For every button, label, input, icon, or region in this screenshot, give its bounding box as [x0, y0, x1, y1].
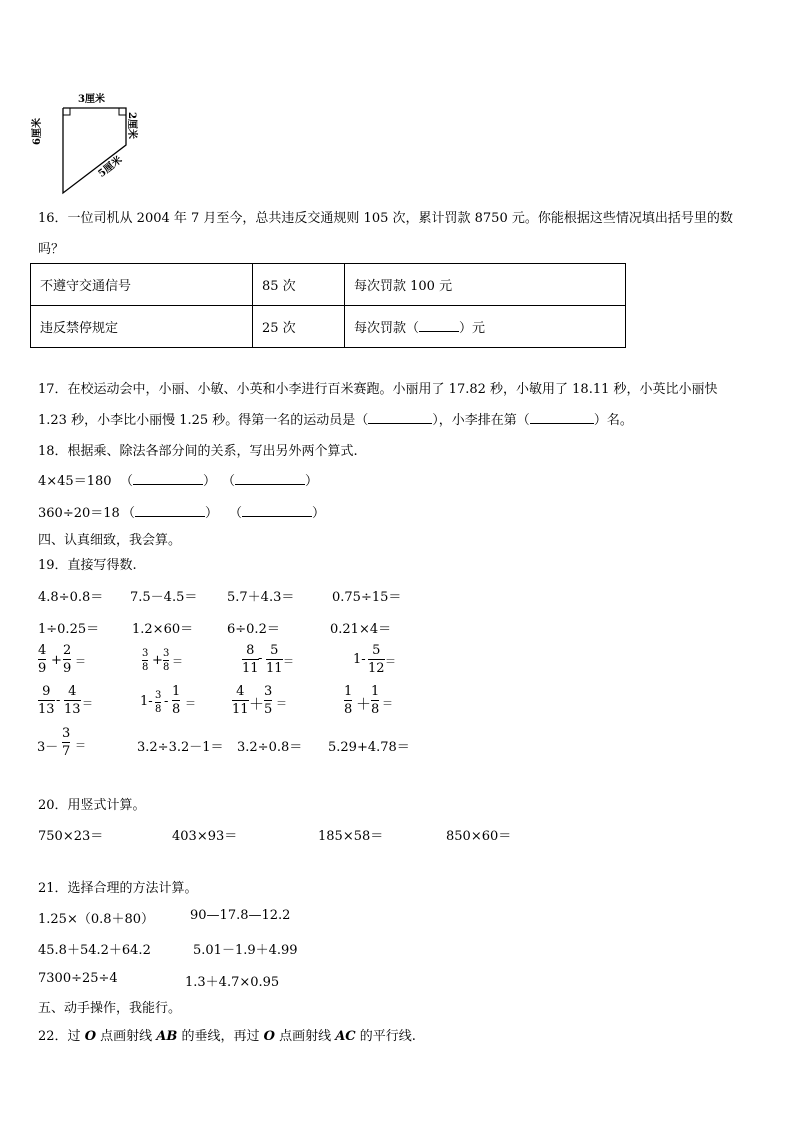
numerator: 5 — [372, 643, 381, 658]
fraction-bar — [242, 659, 259, 660]
fraction — [38, 643, 46, 676]
plus-sign: ＋ — [356, 695, 372, 713]
q19-title: 19．直接写得数. — [38, 558, 137, 573]
numerator: 3 — [155, 690, 162, 701]
q16-text-cont: 吗？ — [38, 242, 65, 257]
table-cell: 违反禁停规定 — [31, 306, 253, 348]
fraction — [142, 648, 148, 673]
answer-blank[interactable] — [242, 516, 312, 517]
point-o: O — [263, 1029, 275, 1044]
plus-sign: + — [51, 653, 62, 668]
q18-blank-1 — [120, 470, 216, 489]
fraction — [172, 684, 180, 717]
numerator: 1 — [172, 684, 181, 699]
calc-item: 4.8÷0.8＝ — [38, 590, 104, 605]
q17-part-c: ）名。 — [593, 413, 633, 428]
q22-part: 的平行线. — [355, 1029, 416, 1044]
denominator: 8 — [155, 704, 162, 715]
fraction-bar — [62, 742, 70, 743]
calc-item: 1÷0.25＝ — [38, 622, 100, 637]
numerator: 3 — [62, 726, 71, 741]
paren-close: ） — [205, 506, 219, 521]
q18-blank-2 — [222, 470, 318, 489]
section-5-heading: 五、动手操作，我能行。 — [38, 1001, 182, 1016]
one-minus: 1- — [140, 694, 153, 709]
q22-text — [38, 1025, 416, 1044]
q22-part: 的垂线，再过 — [177, 1029, 264, 1044]
calc-item: 3.2÷3.2－1＝ — [137, 740, 224, 755]
paren-close: ） — [312, 506, 326, 521]
table-cell — [345, 306, 626, 348]
equals-sign: ＝ — [385, 655, 396, 668]
numerator: 1 — [371, 684, 380, 699]
ray-ab: AB — [156, 1029, 178, 1044]
denominator: 13 — [38, 702, 55, 717]
calc-item: 3.2÷0.8＝ — [237, 740, 303, 755]
fraction — [266, 643, 283, 676]
fraction-bar — [368, 659, 385, 660]
table-row — [31, 306, 626, 348]
calc-item: 5.29+4.78＝ — [328, 740, 410, 755]
calc-item: 6÷0.2＝ — [227, 622, 280, 637]
minus-sign: - — [56, 693, 61, 708]
calc-item: 0.21×4＝ — [330, 622, 392, 637]
fraction-bar — [38, 700, 55, 701]
denominator: 8 — [344, 702, 353, 717]
q16-text: 16．一位司机从 2004 年 7 月至今，总共违反交通规则 105 次，累计罚款 8750 元。你能根据这些情况填出括号里的数 — [38, 211, 733, 226]
equals-sign: ＝ — [82, 697, 93, 710]
minus-sign: - — [164, 694, 169, 709]
fine-prefix: 每次罚款（ — [354, 321, 420, 336]
fraction-bar — [371, 700, 379, 701]
table-cell: 每次罚款 100 元 — [345, 264, 626, 306]
plus-sign: ＋ — [249, 695, 265, 713]
answer-blank[interactable] — [235, 484, 305, 485]
fraction-bar — [63, 659, 71, 660]
fraction-bar — [266, 659, 283, 660]
one-minus: 1- — [353, 652, 366, 667]
fraction — [38, 684, 55, 717]
calc-item: 1.25×（0.8＋80） — [38, 912, 155, 927]
denominator: 5 — [264, 702, 273, 717]
numerator: 9 — [42, 684, 51, 699]
answer-blank[interactable] — [135, 516, 205, 517]
calc-item: 185×58＝ — [318, 829, 384, 844]
fraction-bar — [64, 700, 81, 701]
answer-blank[interactable] — [368, 423, 432, 424]
three-minus: 3－ — [37, 740, 59, 755]
table-cell: 25 次 — [253, 306, 345, 348]
numerator: 3 — [264, 684, 273, 699]
paren-open: （ — [222, 474, 236, 489]
fraction-bar — [172, 700, 180, 701]
section-4-heading: 四、认真细致，我会算。 — [38, 533, 182, 548]
figure-right-label: 2厘米 — [126, 112, 137, 139]
denominator: 11 — [242, 661, 259, 676]
q22-part: 点画射线 — [96, 1029, 157, 1044]
fraction-bar — [264, 700, 272, 701]
fraction-bar — [163, 660, 169, 661]
q21-title: 21．选择合理的方法计算。 — [38, 881, 198, 896]
numerator: 5 — [270, 643, 279, 658]
answer-blank[interactable] — [419, 331, 459, 332]
numerator: 4 — [38, 643, 47, 658]
denominator: 11 — [266, 661, 283, 676]
numerator: 3 — [142, 648, 149, 659]
calc-item: 7.5－4.5＝ — [130, 590, 198, 605]
paren-close: ） — [203, 474, 217, 489]
fraction — [63, 643, 71, 676]
paren-open: （ — [229, 506, 243, 521]
figure-bottom-label: 5厘米 — [96, 154, 125, 180]
calc-item: 1.2×60＝ — [132, 622, 194, 637]
q18-eq1: 4×45＝180 — [38, 474, 112, 489]
table-row — [31, 264, 626, 306]
fraction-bar — [232, 700, 249, 701]
fraction — [242, 643, 259, 676]
denominator: 8 — [163, 662, 170, 673]
answer-blank[interactable] — [530, 423, 594, 424]
fraction — [368, 643, 385, 676]
denominator: 9 — [63, 661, 72, 676]
q22-part: 22．过 — [38, 1029, 85, 1044]
point-o: O — [84, 1029, 97, 1044]
denominator: 8 — [371, 702, 380, 717]
equals-sign: ＝ — [172, 655, 183, 668]
fraction — [264, 684, 272, 717]
q20-title: 20．用竖式计算。 — [38, 798, 146, 813]
figure-top-label: 3厘米 — [78, 94, 105, 105]
fraction — [163, 648, 169, 673]
calc-item: 0.75÷15＝ — [332, 590, 402, 605]
q22-part: 点画射线 — [274, 1029, 336, 1044]
equals-sign: ＝ — [185, 697, 196, 710]
denominator: 8 — [172, 702, 181, 717]
equals-sign: ＝ — [276, 697, 287, 710]
calc-item: 45.8＋54.2＋64.2 — [38, 943, 151, 958]
paren-close: ） — [305, 474, 319, 489]
fraction-bar — [155, 702, 161, 703]
calc-item: 5.7＋4.3＝ — [227, 590, 295, 605]
numerator: 3 — [163, 648, 170, 659]
fraction — [155, 690, 161, 715]
numerator: 4 — [236, 684, 245, 699]
minus-sign: - — [258, 651, 263, 666]
ray-ac: AC — [335, 1029, 356, 1044]
q17-text-cont — [38, 409, 633, 428]
fraction — [64, 684, 81, 717]
q17-text: 17．在校运动会中，小丽、小敏、小英和小李进行百米赛跑。小丽用了 17.82 秒，小敏用了 18.11 秒，小英比小丽快 — [38, 382, 718, 397]
q18-eq2: 360÷20＝18 — [38, 506, 120, 521]
denominator: 12 — [368, 661, 385, 676]
equals-sign: ＝ — [75, 739, 86, 752]
denominator: 7 — [62, 744, 71, 759]
calc-item: 7300÷25÷4 — [38, 971, 118, 986]
numerator: 4 — [68, 684, 77, 699]
equals-sign: ＝ — [75, 655, 86, 668]
numerator: 8 — [246, 643, 255, 658]
table-cell: 不遵守交通信号 — [31, 264, 253, 306]
calc-item: 5.01－1.9＋4.99 — [193, 943, 298, 958]
q17-part-b: ），小李排在第（ — [432, 413, 530, 428]
fraction-bar — [38, 659, 46, 660]
equals-sign: ＝ — [382, 697, 393, 710]
denominator: 9 — [38, 661, 47, 676]
fraction — [62, 726, 70, 759]
denominator: 13 — [64, 702, 81, 717]
q17-part-a: 1.23 秒，小李比小丽慢 1.25 秒。得第一名的运动员是（ — [38, 413, 369, 428]
calc-item: 1.3＋4.7×0.95 — [185, 975, 280, 990]
fraction-bar — [344, 700, 352, 701]
fraction — [371, 684, 379, 717]
fraction-bar — [142, 660, 148, 661]
q16-table — [30, 263, 626, 348]
q18-title: 18．根据乘、除法各部分间的关系，写出另外两个算式. — [38, 444, 358, 459]
calc-item: 90—17.8—12.2 — [190, 908, 291, 923]
paren-open: （ — [122, 506, 136, 521]
numerator: 2 — [63, 643, 72, 658]
calc-item: 850×60＝ — [446, 829, 512, 844]
plus-sign: + — [152, 653, 163, 668]
fraction — [344, 684, 352, 717]
paren-open: （ — [120, 474, 134, 489]
answer-blank[interactable] — [133, 484, 203, 485]
numerator: 1 — [344, 684, 353, 699]
q18-blank-4 — [229, 502, 325, 521]
fraction — [232, 684, 249, 717]
calc-item: 403×93＝ — [172, 829, 238, 844]
equals-sign: ＝ — [283, 655, 294, 668]
table-cell: 85 次 — [253, 264, 345, 306]
q18-blank-3 — [122, 502, 218, 521]
figure-left-label: 6厘米 — [32, 118, 43, 145]
calc-item: 750×23＝ — [38, 829, 104, 844]
fine-suffix: ）元 — [459, 321, 486, 336]
denominator: 8 — [142, 662, 149, 673]
denominator: 11 — [232, 702, 249, 717]
